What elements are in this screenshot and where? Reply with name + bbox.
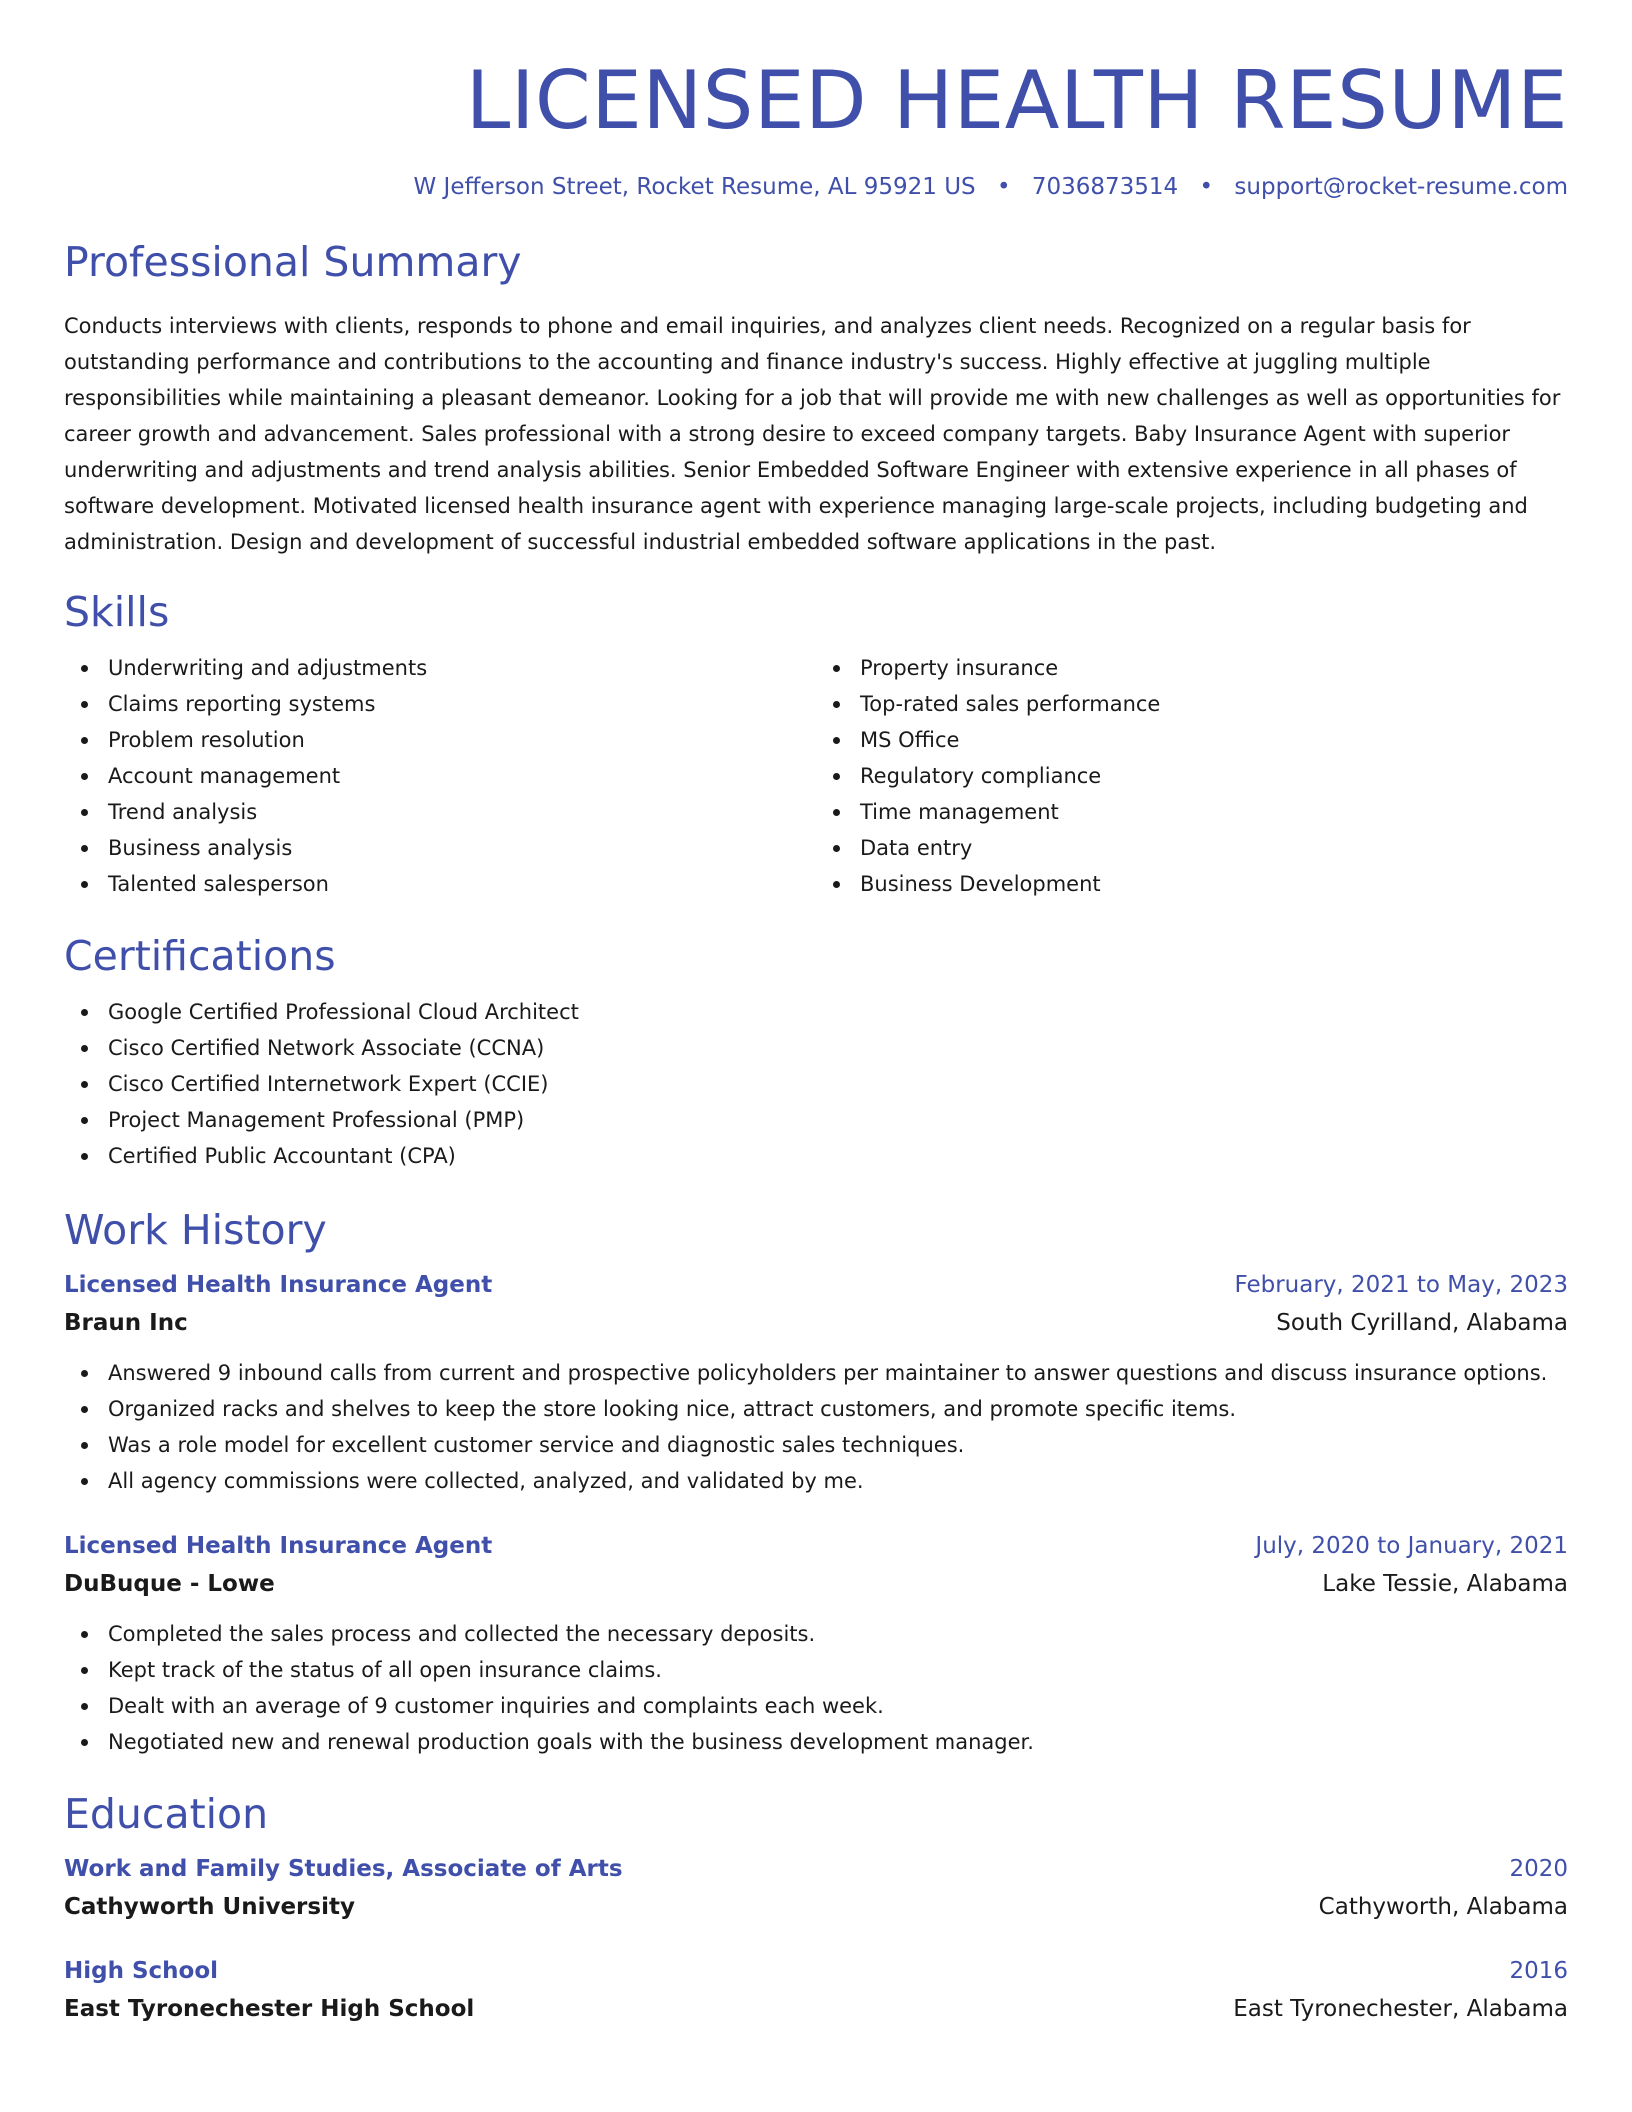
contact-phone: 7036873514 [1031, 174, 1179, 200]
resume-title: LICENSED HEALTH RESUME [465, 54, 1568, 147]
skill-item: MS Office [860, 722, 1568, 758]
certifications-heading: Certifications [64, 932, 336, 980]
job-company: DuBuque - Lowe [64, 1571, 275, 1597]
education-degree-row [64, 1850, 1568, 1888]
job-bullet: Completed the sales process and collected the necessary deposits. [108, 1616, 1568, 1652]
certifications-list [64, 994, 1568, 1174]
education-year: 2016 [1509, 1958, 1568, 1984]
education-location: Cathyworth, Alabama [1318, 1894, 1568, 1920]
skill-item: Problem resolution [108, 722, 816, 758]
job-bullet: Answered 9 inbound calls from current and prospective policyholders per maintainer to answer questions and discuss insurance options. [108, 1355, 1568, 1391]
education-entry [64, 1952, 1568, 2028]
skills-grid [64, 650, 1568, 902]
job-title-row [64, 1266, 1568, 1304]
education-degree: Work and Family Studies, Associate of Arts [64, 1856, 623, 1882]
skills-list-left [64, 650, 816, 902]
job-entry [64, 1266, 1568, 1499]
education-location: East Tyronechester, Alabama [1233, 1996, 1568, 2022]
job-company-row [64, 1304, 1568, 1342]
contact-separator: • [1199, 174, 1214, 200]
education-year: 2020 [1509, 1856, 1568, 1882]
skill-item: Business analysis [108, 830, 816, 866]
contact-email: support@rocket-resume.com [1234, 174, 1568, 200]
certification-item: Google Certified Professional Cloud Architect [108, 994, 1568, 1030]
education-school: Cathyworth University [64, 1894, 355, 1920]
contact-separator: • [996, 174, 1011, 200]
skill-item: Trend analysis [108, 794, 816, 830]
work-history-heading: Work History [64, 1206, 327, 1254]
job-bullet: Was a role model for excellent customer service and diagnostic sales techniques. [108, 1427, 1568, 1463]
education-entry [64, 1850, 1568, 1926]
job-company-row [64, 1565, 1568, 1603]
skill-item: Underwriting and adjustments [108, 650, 816, 686]
skill-item: Time management [860, 794, 1568, 830]
skills-heading: Skills [64, 588, 170, 636]
certification-item: Project Management Professional (PMP) [108, 1102, 1568, 1138]
summary-text: Conducts interviews with clients, responds to phone and email inquiries, and analyzes client needs. Recognized on a regular basis for outstanding performance and contributions to the accounting and finance industry's success. Highly effective at juggling multiple responsibilities while maintaining a pleasant demeanor. Looking for a job that will provide me with new challenges as well as opportunities for career growth and advancement. Sales professional with a strong desire to exceed company targets. Baby Insurance Agent with superior underwriting and adjustments and trend analysis abilities. Senior Embedded Software Engineer with extensive experience in all phases of software development. Motivated licensed health insurance agent with experience managing large-scale projects, including budgeting and administration. Design and development of successful industrial embedded software applications in the past. [64, 314, 1561, 554]
certification-item: Cisco Certified Internetwork Expert (CCIE) [108, 1066, 1568, 1102]
summary-heading: Professional Summary [64, 238, 522, 286]
job-location: South Cyrilland, Alabama [1276, 1310, 1568, 1336]
skill-item: Property insurance [860, 650, 1568, 686]
skill-item: Data entry [860, 830, 1568, 866]
skill-item: Talented salesperson [108, 866, 816, 902]
job-bullet: Dealt with an average of 9 customer inquiries and complaints each week. [108, 1688, 1568, 1724]
skill-item: Claims reporting systems [108, 686, 816, 722]
education-school-row [64, 1990, 1568, 2028]
education-degree: High School [64, 1958, 219, 1984]
certification-item: Cisco Certified Network Associate (CCNA) [108, 1030, 1568, 1066]
job-company: Braun Inc [64, 1310, 188, 1336]
job-bullet: Organized racks and shelves to keep the store looking nice, attract customers, and promote specific items. [108, 1391, 1568, 1427]
skills-list-right [816, 650, 1568, 902]
skill-item: Business Development [860, 866, 1568, 902]
certification-item: Certified Public Accountant (CPA) [108, 1138, 1568, 1174]
job-bullets [64, 1355, 1568, 1499]
job-bullet: Negotiated new and renewal production goals with the business development manager. [108, 1724, 1568, 1760]
job-title-row [64, 1527, 1568, 1565]
job-bullets [64, 1616, 1568, 1760]
education-school: East Tyronechester High School [64, 1996, 475, 2022]
skill-item: Top-rated sales performance [860, 686, 1568, 722]
skill-item: Account management [108, 758, 816, 794]
job-title: Licensed Health Insurance Agent [64, 1272, 493, 1298]
contact-address: W Jefferson Street, Rocket Resume, AL 95921 US [413, 174, 976, 200]
education-heading: Education [64, 1790, 269, 1838]
job-bullet: All agency commissions were collected, analyzed, and validated by me. [108, 1463, 1568, 1499]
skill-item: Regulatory compliance [860, 758, 1568, 794]
job-dates: July, 2020 to January, 2021 [1255, 1533, 1568, 1559]
job-bullet: Kept track of the status of all open insurance claims. [108, 1652, 1568, 1688]
contact-line [64, 171, 1568, 203]
job-entry [64, 1527, 1568, 1760]
job-dates: February, 2021 to May, 2023 [1234, 1272, 1568, 1298]
education-degree-row [64, 1952, 1568, 1990]
job-location: Lake Tessie, Alabama [1322, 1571, 1568, 1597]
education-school-row [64, 1888, 1568, 1926]
job-title: Licensed Health Insurance Agent [64, 1533, 493, 1559]
